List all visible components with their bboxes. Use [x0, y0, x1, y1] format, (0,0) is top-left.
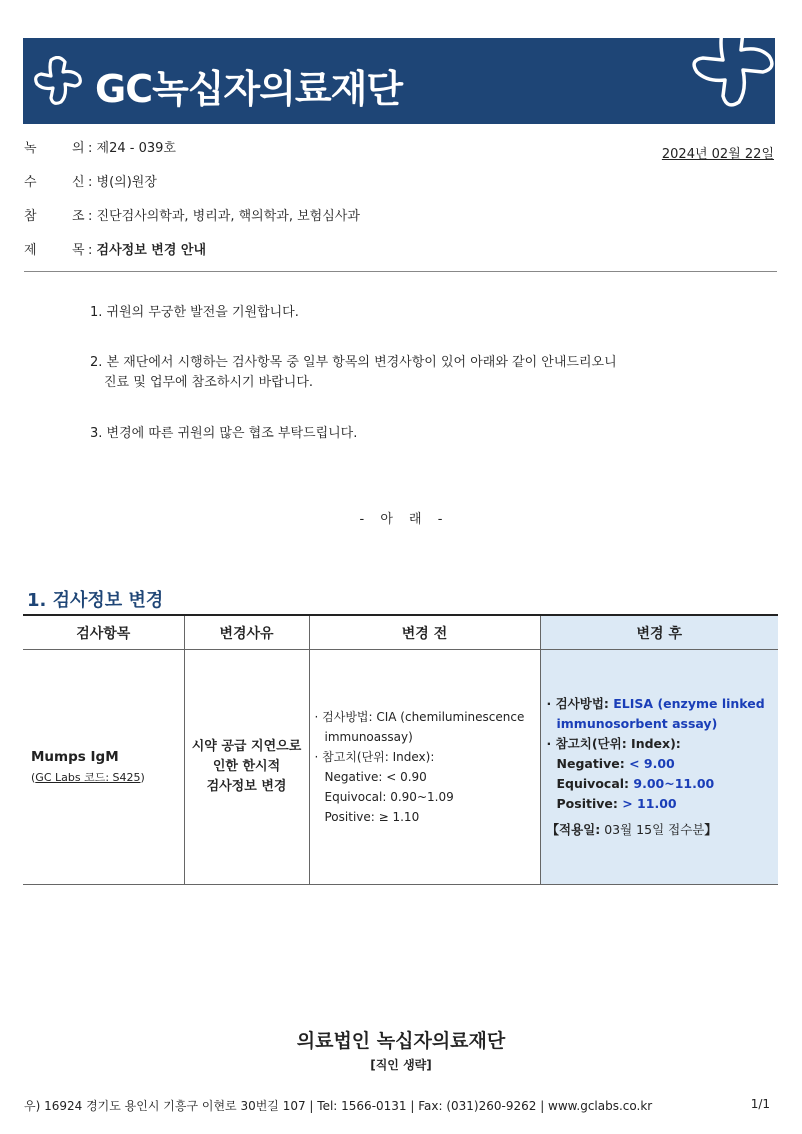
cell-reason: 시약 공급 지연으로 인한 한시적 검사정보 변경: [184, 650, 309, 885]
recipient-label: 수 신: [24, 175, 85, 190]
footer-address: 우) 16924 경기도 용인시 기흥구 이현로 30번길 107 | Tel: 1566-0131 | Fax: (031)260-9262 | www.gclabs.co.kr: [24, 1099, 653, 1113]
paragraph-1: 1. 귀원의 무궁한 발전을 기원합니다.: [90, 305, 299, 320]
reference-row: [24, 205, 360, 224]
subject-row: 제 목 : 검사정보 변경 안내: [24, 239, 206, 258]
doc-number-label: 녹 의: [24, 141, 85, 156]
footer-seal: [직인 생략]: [370, 1058, 432, 1072]
decorative-cross-icon: [683, 38, 775, 124]
header-banner: [23, 38, 775, 124]
subject-label: 제 목: [24, 243, 85, 258]
reference-label: 참 조: [24, 209, 85, 224]
page-number: 1/1: [750, 1097, 770, 1111]
header-test-item: 검사항목: [23, 615, 184, 650]
paragraph-3: 3. 변경에 따른 귀원의 많은 협조 부탁드립니다.: [90, 426, 358, 441]
test-name: Mumps IgM: [31, 749, 119, 765]
arae-heading: - 아 래 -: [359, 512, 443, 527]
brand-name: GC녹십자의료재단: [95, 67, 403, 111]
section-title: 1. 검사정보 변경: [27, 590, 164, 611]
test-code: (GC Labs 코드: S425): [31, 771, 145, 784]
header-after: 변경 후: [540, 615, 778, 650]
doc-number-row: [24, 137, 176, 156]
reference-value: : 진단검사의학과, 병리과, 핵의학과, 보험심사과: [88, 209, 360, 224]
doc-number-value: : 제24 - 039호: [88, 141, 176, 156]
table-row: [23, 650, 778, 885]
header-before: 변경 전: [309, 615, 540, 650]
cell-test-item: [23, 650, 184, 885]
cell-after: · 검사방법: ELISA (enzyme linked immunosorbent assay) · 참고치(단위: Index): Negative: < 9.00 Equivocal: 9.00~11.00 Positive: > 11.00 【적용일: 03월 15일 접수분】: [540, 650, 778, 885]
header-reason: 변경사유: [184, 615, 309, 650]
apply-date: 【적용일: 03월 15일 접수분】: [546, 822, 717, 837]
gc-cross-logo-icon: [33, 56, 85, 106]
change-table: [23, 614, 778, 885]
cell-before: · 검사방법: CIA (chemiluminescence immunoassay) · 참고치(단위: Index): Negative: < 0.90 Equivocal: 0.90~1.09 Positive: ≥ 1.10: [309, 650, 540, 885]
divider: [24, 271, 777, 272]
footer-org: 의료법인 녹십자의료재단: [296, 1030, 506, 1052]
recipient-value: : 병(의)원장: [88, 175, 157, 190]
doc-date: 2024년 02월 22일: [661, 147, 774, 162]
table-header-row: [23, 615, 778, 650]
paragraph-2: 2. 본 재단에서 시행하는 검사항목 중 일부 항목의 변경사항이 있어 아래와 같이 안내드리오니 진료 및 업무에 참조하시기 바랍니다.: [90, 355, 617, 390]
recipient-row: [24, 171, 157, 190]
subject-value: 검사정보 변경 안내: [96, 243, 207, 258]
